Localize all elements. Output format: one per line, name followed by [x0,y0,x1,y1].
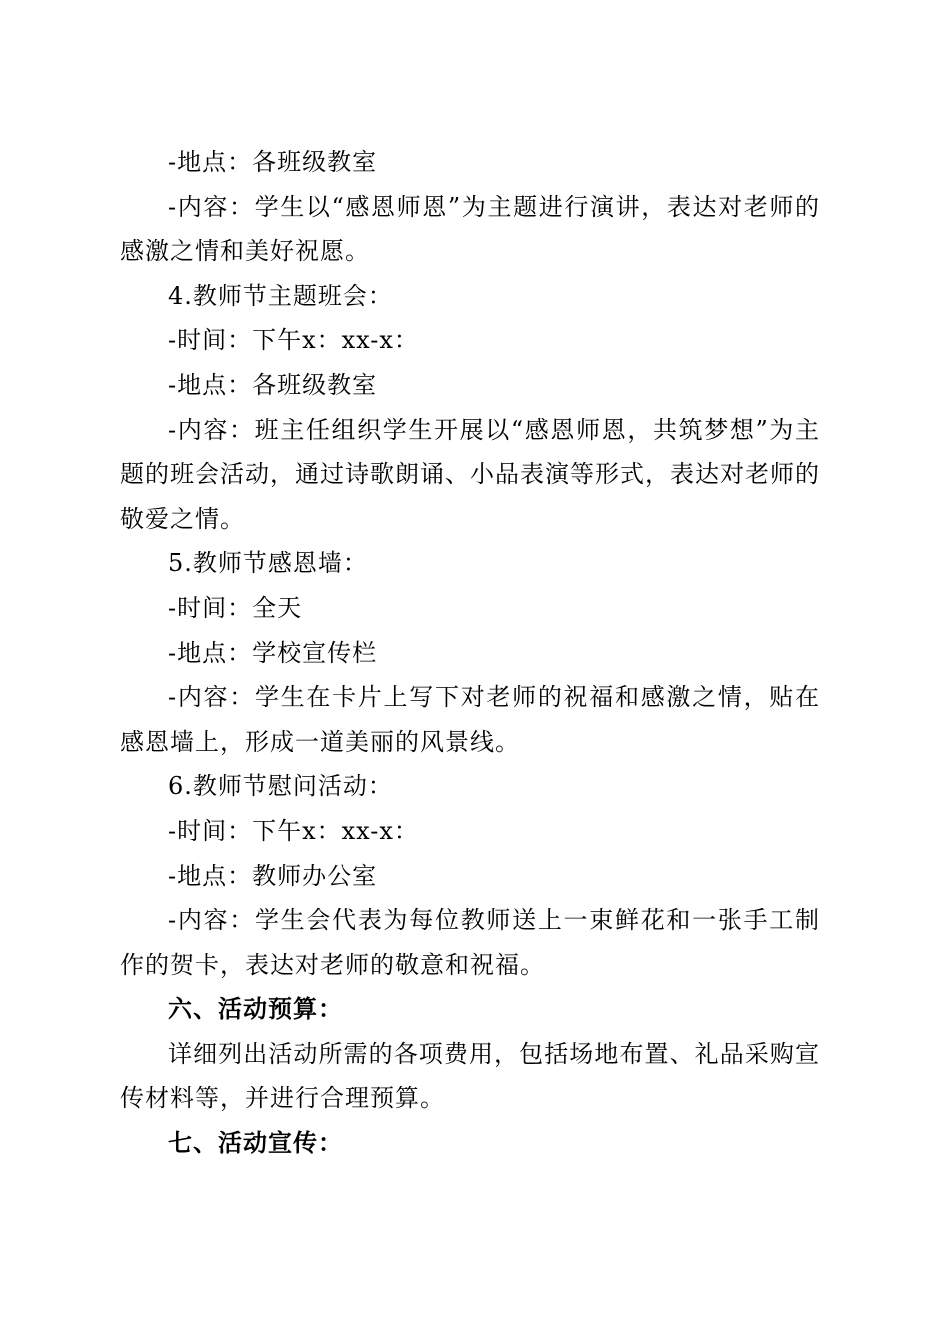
location-line: -地点：各班级教室 [168,148,378,176]
section-heading-budget: 六、活动预算： [168,995,343,1024]
time-line: -时间：下午x：xx-x： [168,326,419,355]
budget-paragraph: 详细列出活动所需的各项费用，包括场地布置、礼品采购宣传材料等，并进行合理预算。 [120,1039,820,1113]
item-title-class-meeting: 4.教师节主题班会： [168,281,393,310]
location-line: -地点：学校宣传栏 [168,638,378,667]
time-line: -时间：全天 [168,593,303,622]
section-heading-publicity: 七、活动宣传： [168,1129,343,1158]
time-line: -时间：下午x：xx-x： [168,816,419,845]
item-title-gratitude-wall: 5.教师节感恩墙： [168,549,368,578]
location-line: -地点：各班级教室 [168,370,378,399]
content-paragraph: -内容：学生以“感恩师恩”为主题进行演讲，表达对老师的感激之情和美好祝愿。 [120,192,820,266]
item-title-visit-activity: 6.教师节慰问活动： [168,772,393,801]
location-line: -地点：教师办公室 [168,861,378,890]
content-paragraph: -内容：学生在卡片上写下对老师的祝福和感激之情，贴在感恩墙上，形成一道美丽的风景线。 [120,683,820,756]
content-paragraph: -内容：学生会代表为每位教师送上一束鲜花和一张手工制作的贺卡，表达对老师的敬意和祝福。 [120,906,820,979]
document-body [120,140,820,1166]
content-paragraph: -内容：班主任组织学生开展以“感恩师恩，共筑梦想”为主题的班会活动，通过诗歌朗诵、小品表演等形式，表达对老师的敬爱之情。 [120,415,820,533]
